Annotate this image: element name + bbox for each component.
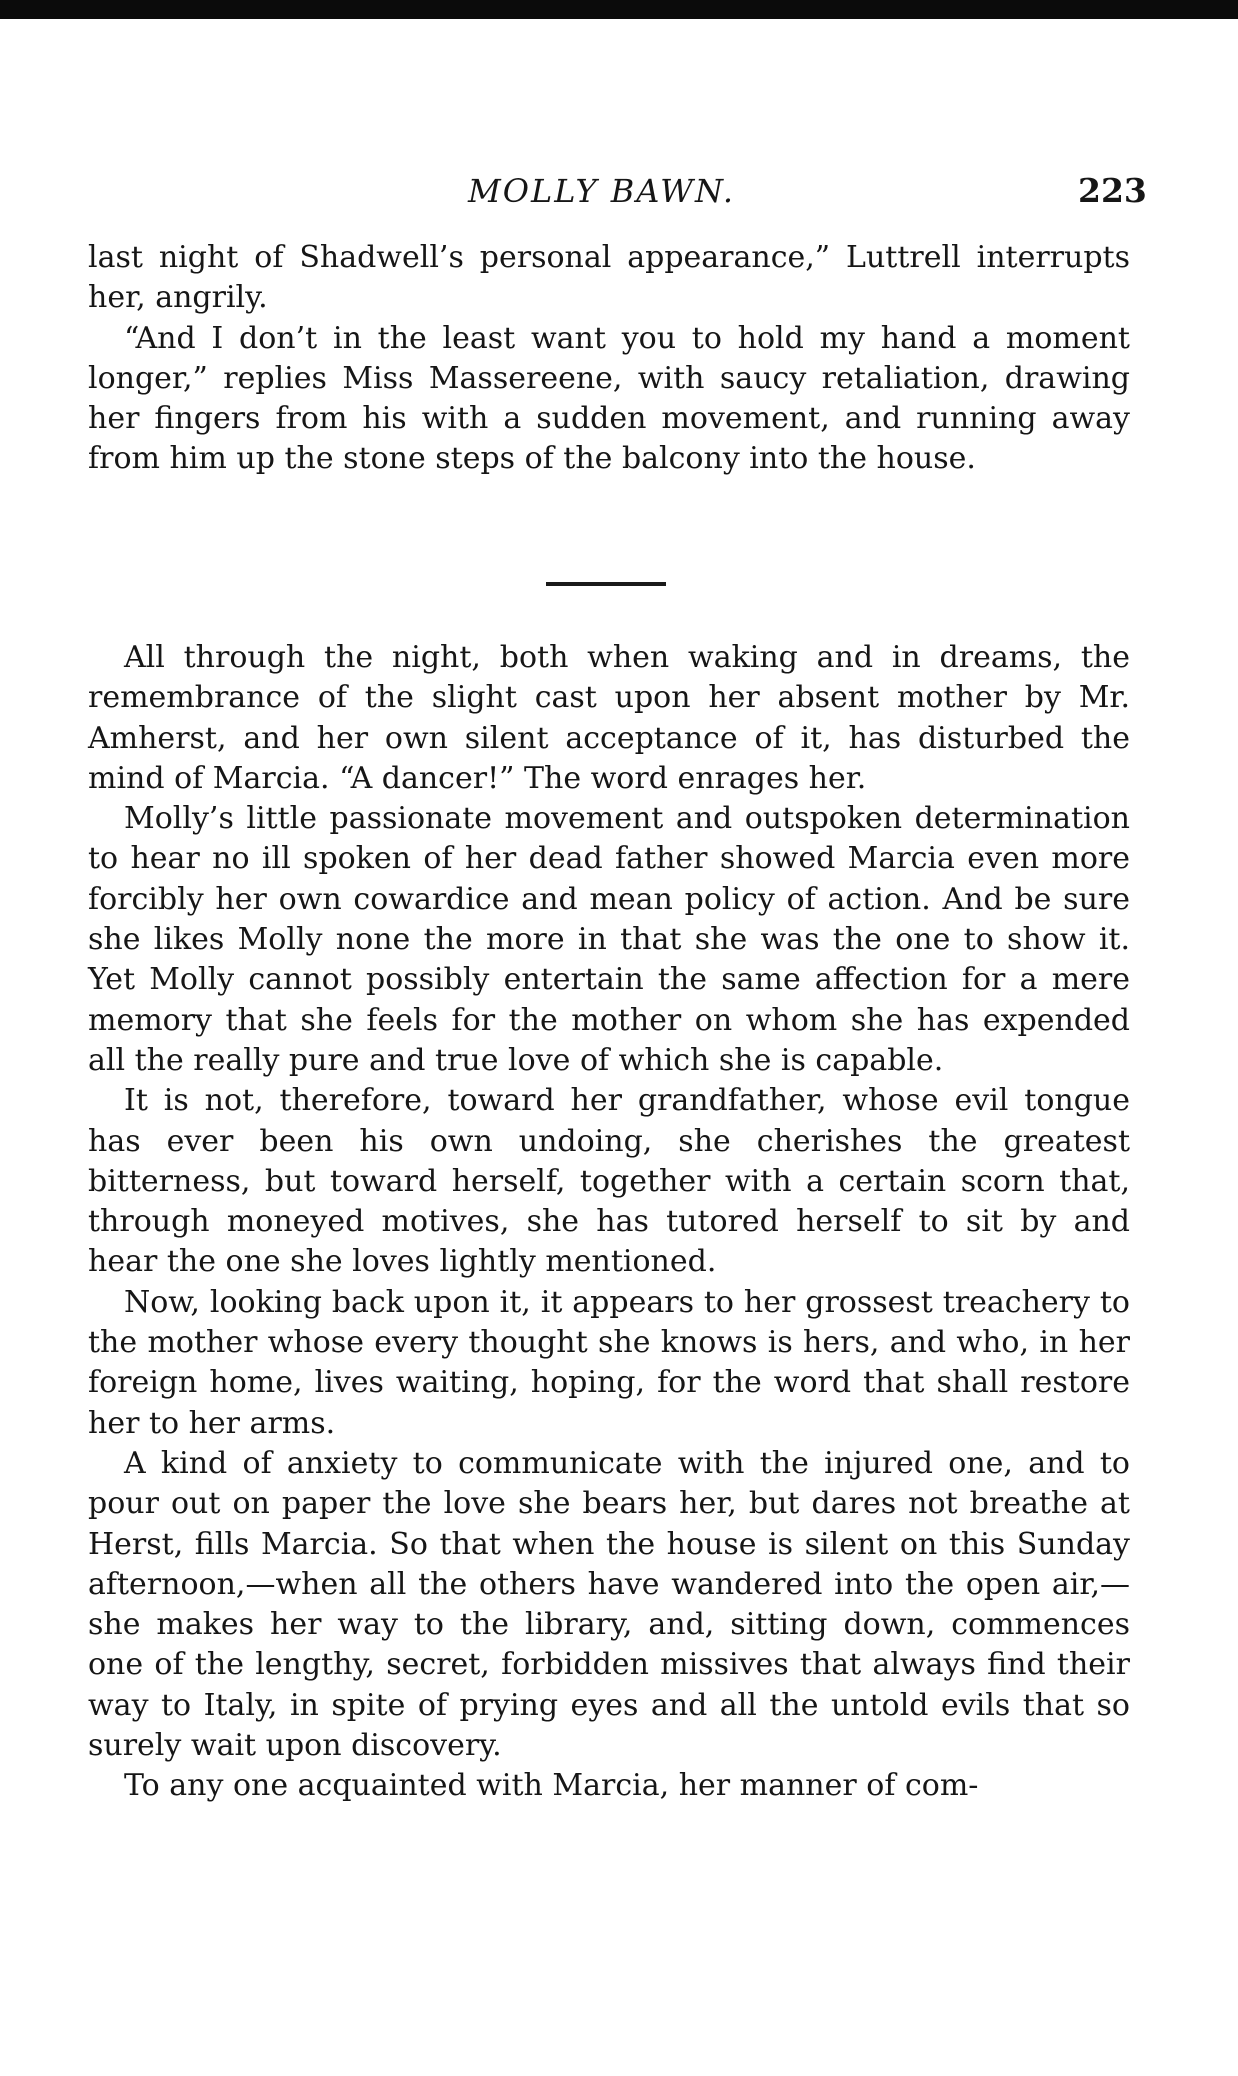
paragraph: “And I don’t in the least want you to hold my hand a moment longer,” replies Miss Massereene, with saucy retaliation, drawing her fingers from his with a sudden movement, and running away from him up the stone steps of the balcony into the house.	[88, 320, 1130, 477]
paragraph: A kind of anxiety to communicate with the injured one, and to pour out on paper the love she bears her, but dares not breathe at Herst, fills Marcia. So that when the house is silent on this Sunday afternoon,—when all the others have wandered into the open air,—she makes her way to the library, and, sitting down, commences one of the lengthy, secret, forbidden missives that always find their way to Italy, in spite of prying eyes and all the untold evils that so surely wait upon discovery.	[88, 1445, 1130, 1764]
section-two-text	[88, 638, 1130, 1807]
running-head	[0, 166, 1238, 216]
top-edge-rule	[0, 0, 1238, 19]
paragraph: Molly’s little passionate movement and outspoken determination to hear no ill spoken of her dead father showed Marcia even more forcibly her own cowardice and mean policy of action. And be sure she likes Molly none the more in that she was the one to show it. Yet Molly cannot possibly entertain the same affection for a mere memory that she feels for the mother on whom she has expended all the really pure and true love of which she is capable.	[88, 801, 1130, 1078]
paragraph: It is not, therefore, toward her grandfather, whose evil tongue has ever been his own undoing, she cherishes the greatest bitterness, but toward herself, together with a certain scorn that, through moneyed motives, she has tutored herself to sit by and hear the one she loves lightly mentioned.	[88, 1083, 1130, 1280]
paragraph: Now, looking back upon it, it appears to her grossest treachery to the mother whose every thought she knows is hers, and who, in her foreign home, lives waiting, hoping, for the word that shall restore her to her arms.	[88, 1284, 1130, 1441]
page-number: 223	[1078, 171, 1147, 210]
paragraph: last night of Shadwell’s personal appearance,” Luttrell interrupts her, angrily.	[88, 240, 1130, 316]
paragraph: To any one acquainted with Marcia, her manner of com-	[124, 1768, 979, 1804]
section-divider	[546, 582, 666, 586]
section-one-text	[88, 238, 1130, 480]
paragraph: All through the night, both when waking and in dreams, the remembrance of the slight cast upon her absent mother by Mr. Amherst, and her own silent acceptance of it, has disturbed the mind of Marcia. “A dancer!” The word enrages her.	[88, 640, 1130, 796]
running-title: MOLLY BAWN.	[468, 172, 736, 210]
